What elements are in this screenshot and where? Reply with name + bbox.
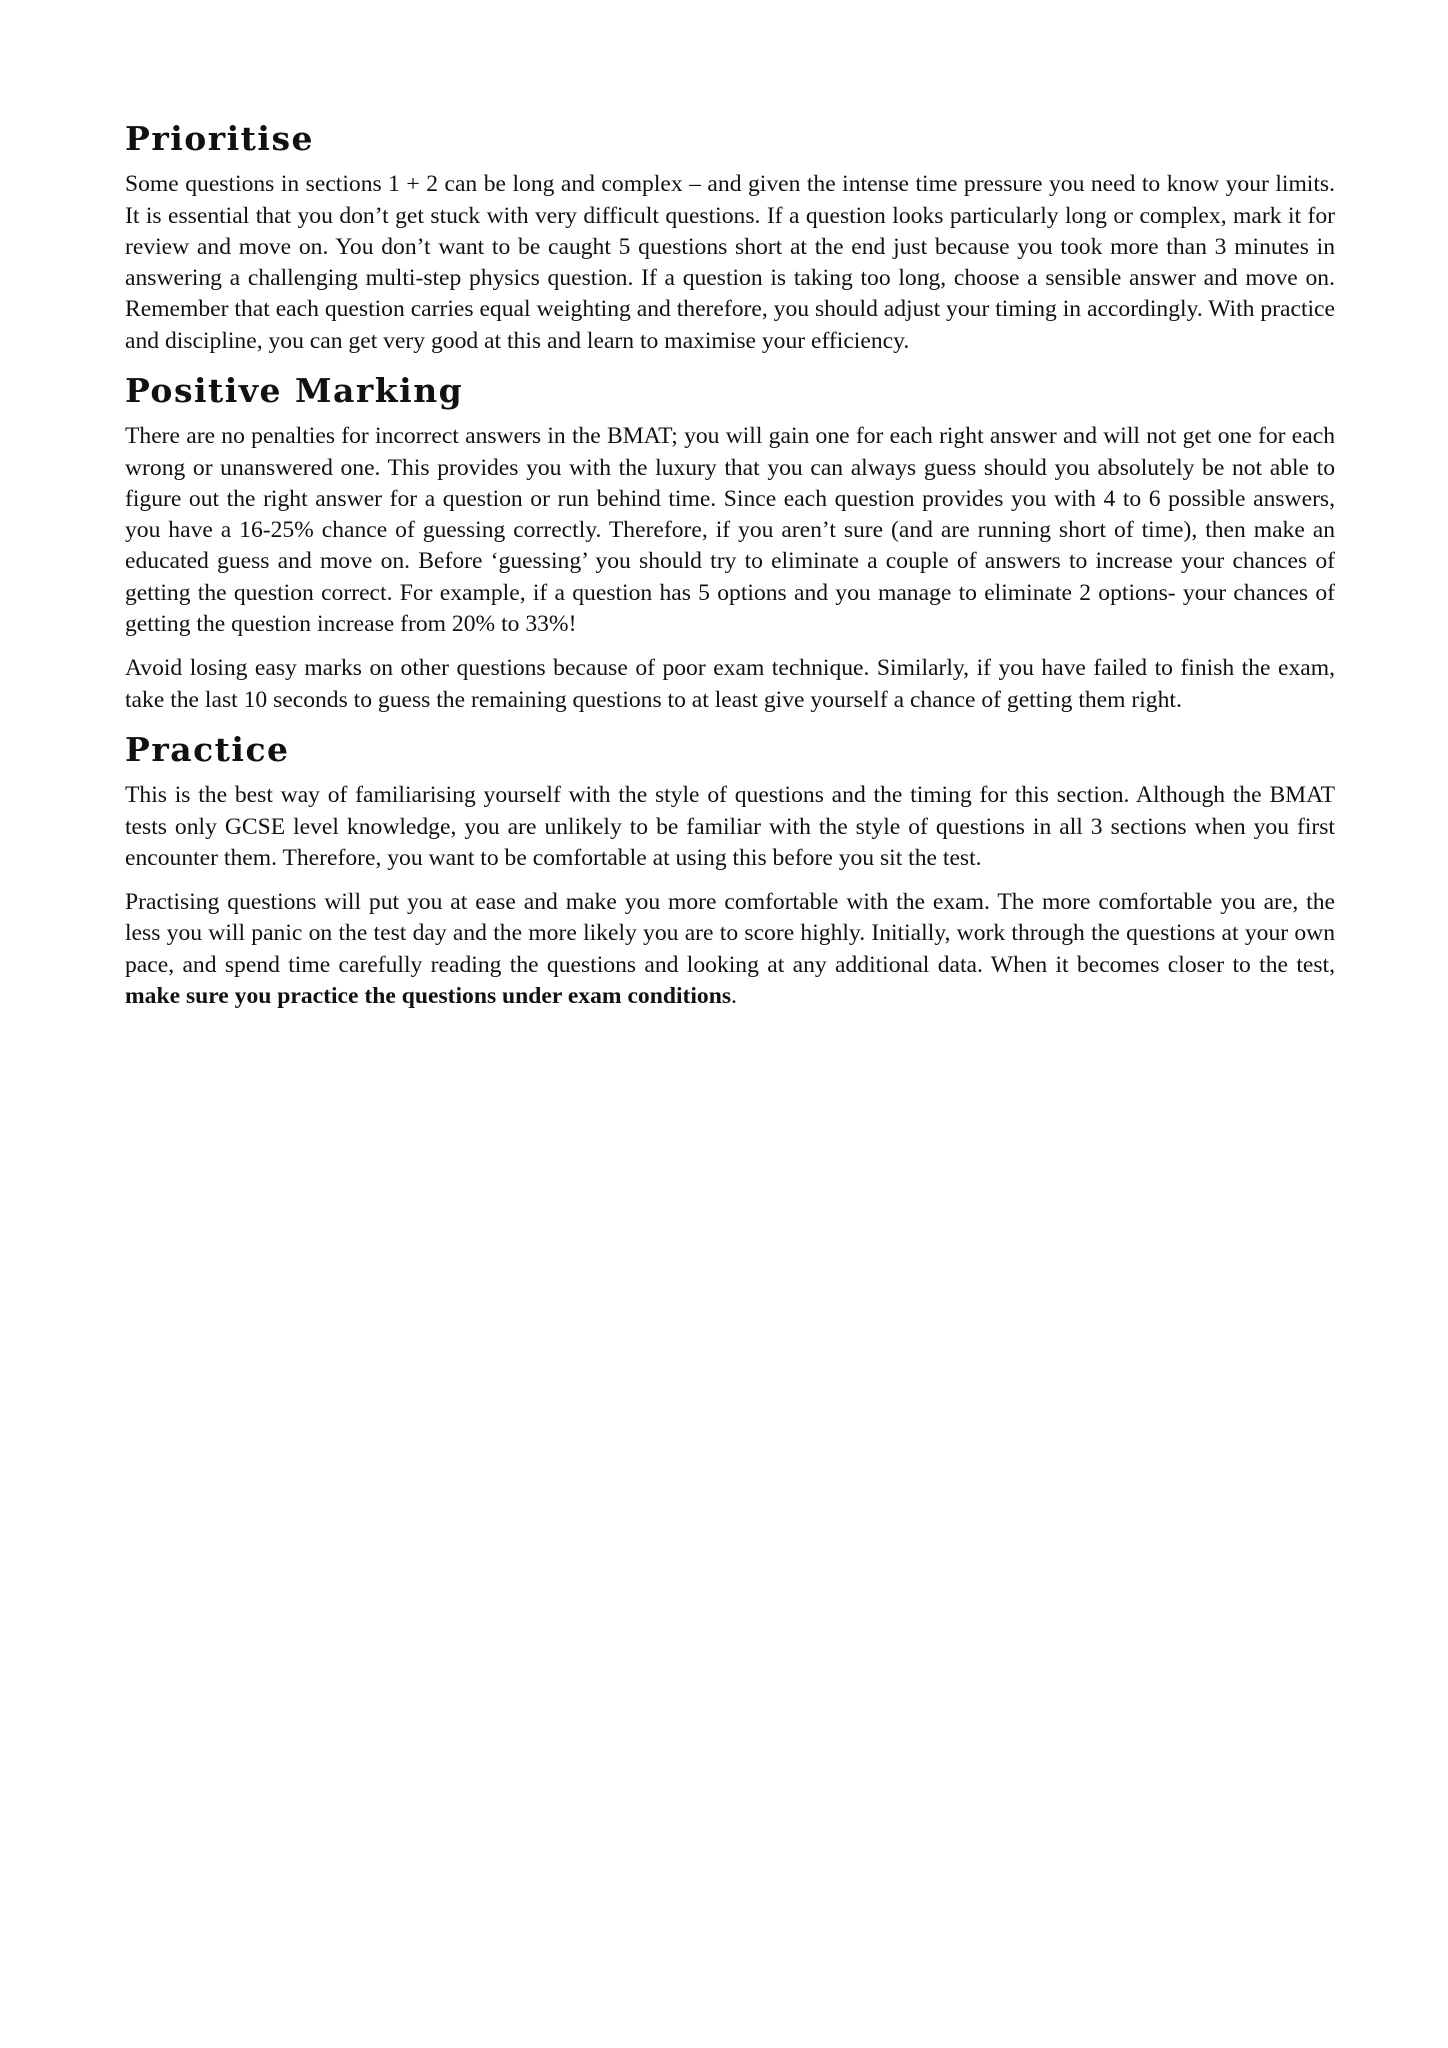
paragraph: There are no penalties for incorrect answers in the BMAT; you will gain one for each right answer and will not get one for each wrong or unanswered one. This provides you with the luxury that you can always guess should you absolutely be not able to figure out the right answer for a question or run behind time. Since each question provides you with 4 to 6 possible answers, you have a 16-25% chance of guessing correctly. Therefore, if you aren’t sure (and are running short of time), then make an educated guess and move on. Before ‘guessing’ you should try to eliminate a couple of answers to increase your chances of getting the question correct. For example, if a question has 5 options and you manage to eliminate 2 options- your chances of getting the question increase from 20% to 33%!	[125, 423, 1335, 638]
paragraph: Avoid losing easy marks on other questions because of poor exam technique. Similarly, if you have failed to finish the exam, take the last 10 seconds to guess the remaining questions to at least give yourself a chance of getting them right.	[125, 655, 1335, 713]
paragraph-with-emphasis	[125, 887, 1335, 1012]
section-positive-marking	[125, 370, 1335, 716]
section-heading: Prioritise	[125, 119, 315, 158]
section-heading: Practice	[125, 729, 290, 769]
document-page	[125, 118, 1335, 1025]
paragraph-text: Practising questions will put you at ease and make you more comfortable with the exam. The more comfortable you are, the less you will panic on the test day and the more likely you are to score highly. Initially, work through the questions at your own pace, and spend time carefully reading the questions and looking at any additional data. When it becomes closer to the test,	[125, 889, 1335, 978]
paragraph: Some questions in sections 1 + 2 can be long and complex – and given the intense time pressure you need to know your limits. It is essential that you don’t get stuck with very difficult questions. If a question looks particularly long or complex, mark it for review and move on. You don’t want to be caught 5 questions short at the end just because you took more than 3 minutes in answering a challenging multi-step physics question. If a question is taking too long, choose a sensible answer and move on. Remember that each question carries equal weighting and therefore, you should adjust your timing in accordingly. With practice and discipline, you can get very good at this and learn to maximise your efficiency.	[125, 171, 1335, 354]
paragraph-end: .	[731, 982, 737, 1009]
emphasis-text: make sure you practice the questions under exam conditions	[125, 982, 732, 1009]
section-prioritise	[125, 118, 1335, 357]
paragraph: This is the best way of familiarising yourself with the style of questions and the timing for this section. Although the BMAT tests only GCSE level knowledge, you are unlikely to be familiar with the style of questions in all 3 sections when you first encounter them. Therefore, you want to be comfortable at using this before you sit the test.	[125, 782, 1335, 871]
section-heading: Positive Marking	[125, 371, 464, 411]
section-practice	[125, 729, 1335, 1012]
